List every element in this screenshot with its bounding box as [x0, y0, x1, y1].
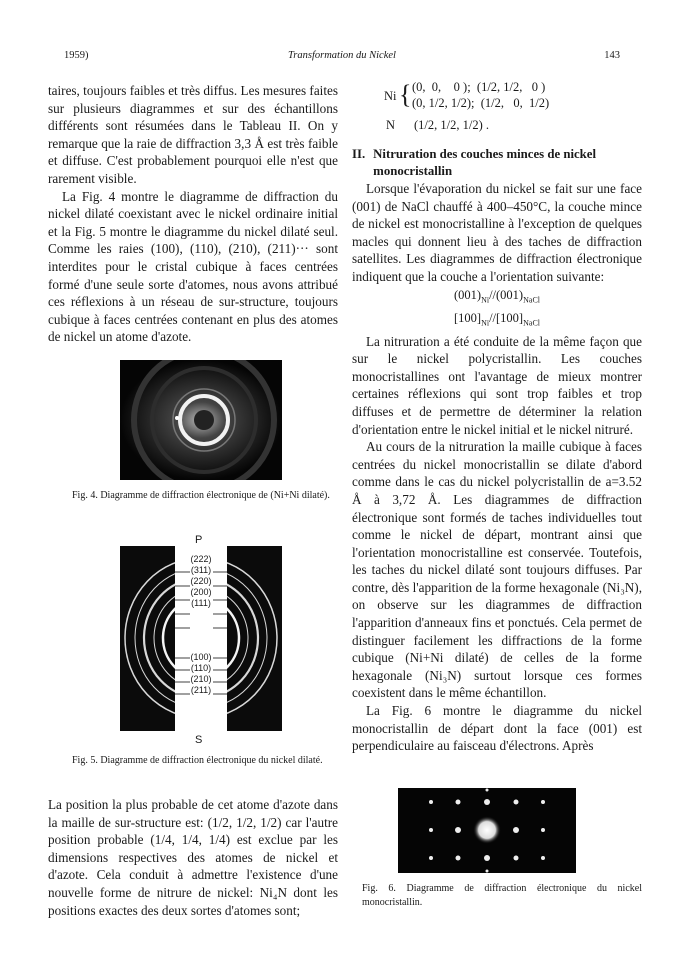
figure-5-label-bottom: S	[195, 734, 203, 746]
figure-5-upper-ring-labels	[186, 554, 216, 609]
ring-label: (111)	[191, 598, 211, 608]
figure-5	[120, 532, 282, 747]
figure-4-caption: Fig. 4. Diagramme de diffraction électronique de (Ni+Ni dilaté).	[72, 490, 330, 501]
running-header	[64, 50, 620, 66]
figure-5-label-top: P	[195, 534, 203, 546]
header-year: 1959)	[64, 50, 89, 61]
ring-label: (220)	[190, 576, 212, 586]
spot-pattern	[398, 788, 576, 873]
n-label: N	[386, 118, 396, 132]
ni-positions-row-2: (0, 1/2, 1/2); (1/2, 0, 1/2)	[412, 96, 550, 110]
paragraph: La position la plus probable de cet atome d'azote dans la maille de sur-structure est: (1/2, 1/2, 1/2) car l'autre position probable (1/4, 1/4, 1/4) est exclue par les dimensions respectives des atomes de nickel et d'azote. Cela conduit à admettre l'existence d'une nouvelle forme de nitrure de nickel: Ni₄N dont les positions exactes des deux sortes d'atomes sont;	[48, 797, 338, 918]
figure-4-image	[120, 360, 282, 480]
header-title: Transformation du Nickel	[288, 50, 396, 61]
ring-label: (222)	[190, 554, 212, 564]
figure-5-caption: Fig. 5. Diagramme de diffraction électronique du nickel dilaté.	[72, 755, 323, 766]
left-column-top	[48, 82, 338, 346]
figure-6-image	[398, 788, 576, 873]
ring-label: (100)	[190, 652, 212, 662]
equation-2: $[100]_{Ni}//[100]_{NaCl}$	[454, 311, 540, 328]
equation-1: $(001)_{Ni}//(001)_{NaCl}$	[454, 287, 540, 305]
section-number: II.	[352, 147, 366, 161]
paragraph: La nitruration a été conduite de la même façon que sur le nickel polycristallin. Les couches monocristallines ont l'avantage de mieux montrer certaines réflexions qui sont trop faibles et trop diffuses et de permettre de déterminer la relation d'orientation entre le nickel initial et le nickel nitruré.	[352, 333, 642, 437]
orientation-equation	[352, 286, 642, 333]
figure-6-caption: Fig. 6. Diagramme de diffraction électronique du nickel monocristallin.	[362, 883, 642, 908]
formula-block	[384, 80, 644, 140]
section-heading	[352, 146, 642, 180]
section-title: Nitruration des couches minces de nickel monocristallin	[373, 147, 597, 178]
paragraph: La Fig. 4 montre le diagramme de diffraction du nickel dilaté coexistant avec le nickel ordinaire initial et la Fig. 5 montre le diagramme du nickel dilaté seul. Comme les raies (100), (110), (210), (211)··· sont interdites pour le cristal cubique à faces centrées formé d'une seule sorte d'atomes, nous avons attribué ces réflexions à un réseau de sur-structure, toujours cubique à faces centrées contenant en plus des atomes de nickel un atome d'azote.	[48, 188, 338, 345]
ni-label: Ni	[384, 89, 397, 103]
paragraph: La Fig. 6 montre le diagramme du nickel monocristallin de départ dont la face (001) est perpendiculaire au faisceau d'électrons. Après	[352, 703, 642, 754]
right-column	[352, 146, 642, 755]
ring-label: (210)	[190, 674, 212, 684]
ring-label: (211)	[190, 685, 212, 695]
left-column-bottom	[48, 796, 338, 919]
ni-positions-row-1: (0, 0, 0 ); (1/2, 1/2, 0 )	[412, 80, 546, 94]
figure-5-lower-ring-labels	[186, 652, 216, 696]
ring-label: (200)	[190, 587, 212, 597]
paragraph: Au cours de la nitruration la maille cubique à faces centrées du nickel monocristallin se dilate d'abord comme dans le cas du nickel polycristallin de a=3.52 Å à 3,72 Å. Les diagrammes de diffraction électronique sont formés de taches individuelles tout comme le nickel de départ, montrant ainsi que l'orientation monocristalline est conservée. Toutefois, les taches du nickel dilaté sont toujours diffuses. Par contre, dès l'apparition de la forme hexagonale (Ni₃N), on observe sur les diagrammes de diffraction l'apparition d'anneaux fins et ponctués. Cela permet de distinguer facilement les diffractions de la forme cubique (Ni+Ni dilaté) de celles de la forme hexagonale (Ni₃N) surtout lorsque ces formes coexistent dans le même échantillon.	[352, 439, 642, 701]
ring-label: (110)	[190, 663, 212, 673]
page-number: 143	[604, 50, 620, 61]
brace: {	[399, 80, 412, 109]
diffraction-rings	[120, 360, 282, 480]
n-position: (1/2, 1/2, 1/2) .	[414, 118, 489, 132]
paragraph: Lorsque l'évaporation du nickel se fait sur une face (001) de NaCl chauffé à 400–450°C, la couche mince de nickel est monocristalline à l'exception de quelques macles qui donnent lieu à des taches de diffraction satellites. Les diagrammes de diffraction électronique indiquent que la couche a l'orientation suivante:	[352, 181, 642, 284]
paragraph: taires, toujours faibles et très diffus. Les mesures faites sur plusieurs diagrammes et sur des échantillons différents sont résumées dans le Tableau II. On y remarque que la raie de diffraction 3,3 Å est très faible et diffuse. C'est probablement pourquoi elle n'est que rarement visible.	[48, 83, 338, 186]
ring-label: (311)	[190, 565, 212, 575]
